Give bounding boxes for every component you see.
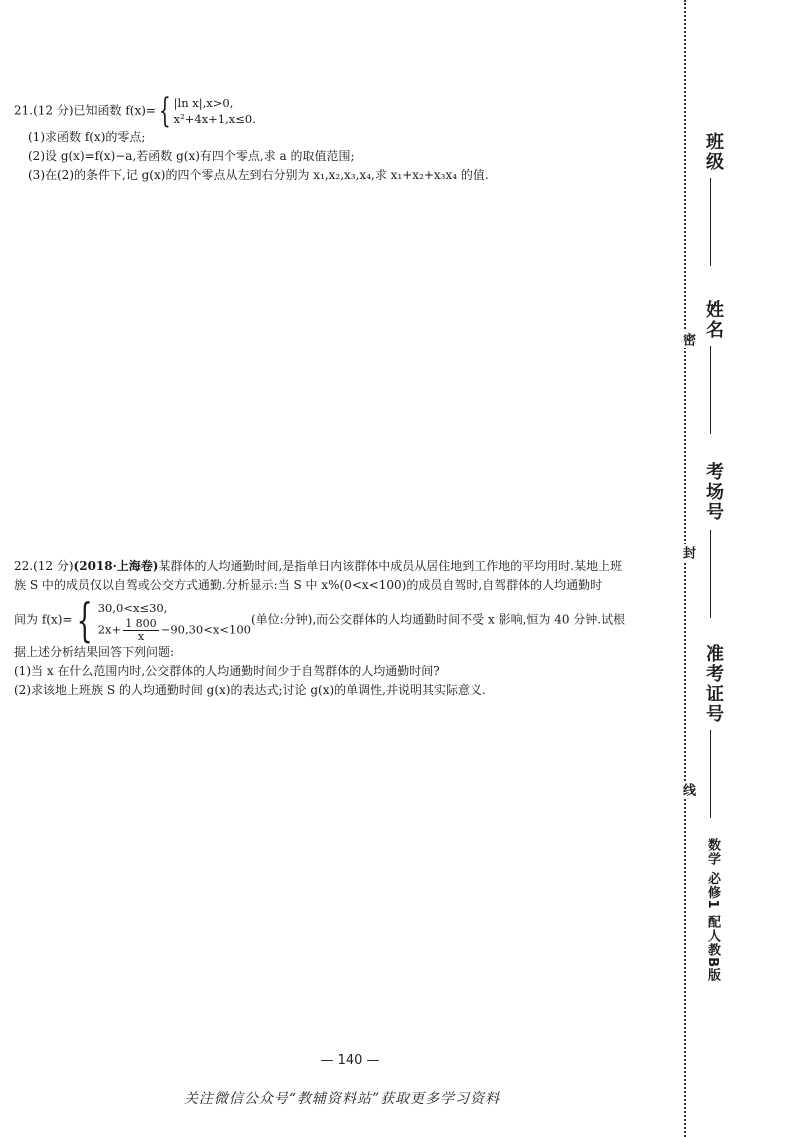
- page-number: — 140 —: [320, 1053, 380, 1068]
- q21-part-3: (3)在(2)的条件下,记 g(x)的四个零点从左到右分别为 x₁,x₂,x₃,x₄,求 x₁+x₂+x₃x₄ 的值.: [28, 168, 489, 182]
- q22-part-1: (1)当 x 在什么范围内时,公交群体的人均通勤时间少于自驾群体的人均通勤时间?: [14, 664, 440, 678]
- seal-mark-feng: 封: [680, 546, 695, 559]
- q22-case-2b: −90,30<x<100: [160, 622, 251, 636]
- seal-mark-xian: 线: [680, 783, 695, 796]
- q22-line-1: 某群体的人均通勤时间,是指单日内该群体中成员从居住地到工作地的平均用时.某地上班: [158, 559, 623, 573]
- q22-case-2a: 2x+: [97, 622, 122, 636]
- q21-piecewise: [156, 91, 256, 131]
- footer-watermark: 关注微信公众号“教辅资料站”获取更多学习资料: [183, 1091, 501, 1107]
- ticket-number-label: 准考证号: [703, 644, 724, 724]
- exam-room-label: 考场号: [703, 462, 724, 522]
- q22-source: (2018·上海卷): [73, 559, 159, 573]
- q22-case-1: 30,0<x≤30,: [97, 600, 168, 615]
- q21-stem: 已知函数 f(x)=: [73, 103, 156, 118]
- name-label: 姓名: [703, 300, 724, 340]
- q21-case-1: |ln x|,x>0,: [173, 96, 234, 110]
- fraction-numerator: 1 800: [125, 616, 157, 630]
- exam-room-blank: [710, 530, 711, 618]
- question-22: [14, 557, 674, 700]
- q22-line-2: 族 S 中的成员仅以自驾或公交方式通勤.分析显示:当 S 中 x%(0<x<100)的成员自驾时,自驾群体的人均通勤时: [14, 578, 603, 592]
- subject-label: 数学 必修1 配人教B版: [705, 838, 720, 983]
- left-brace-icon: {: [158, 91, 171, 131]
- q21-number: 21.: [14, 103, 34, 118]
- q22-part-2: (2)求该地上班族 S 的人均通勤时间 g(x)的表达式;讨论 g(x)的单调性,并说明其实际意义.: [14, 683, 486, 697]
- class-label: 班级: [703, 132, 724, 172]
- name-blank: [710, 346, 711, 434]
- q21-part-2: (2)设 g(x)=f(x)−a,若函数 g(x)有四个零点,求 a 的取值范围;: [28, 149, 355, 163]
- class-blank: [710, 178, 711, 266]
- q21-case-2: x²+4x+1,x≤0.: [173, 112, 256, 126]
- seal-mark-mi: 密: [680, 333, 695, 346]
- left-brace-icon: {: [77, 593, 94, 647]
- q22-score: (12 分): [33, 559, 74, 573]
- q22-number: 22.: [14, 559, 34, 573]
- ticket-number-blank: [710, 730, 711, 818]
- fraction: [123, 618, 159, 643]
- q21-score: (12 分): [33, 103, 74, 118]
- question-21: [14, 91, 674, 185]
- q21-part-1: (1)求函数 f(x)的零点;: [28, 130, 146, 144]
- q22-line-4: 据上述分析结果回答下列问题:: [14, 645, 175, 659]
- q22-line-3-prefix: 间为 f(x)=: [14, 612, 73, 627]
- fraction-denominator: x: [137, 629, 145, 643]
- q22-piecewise: [72, 593, 251, 647]
- q22-line-3-suffix: (单位:分钟),而公交群体的人均通勤时间不受 x 影响,恒为 40 分钟.试根: [250, 612, 626, 627]
- binding-dotted-line: [684, 0, 686, 1137]
